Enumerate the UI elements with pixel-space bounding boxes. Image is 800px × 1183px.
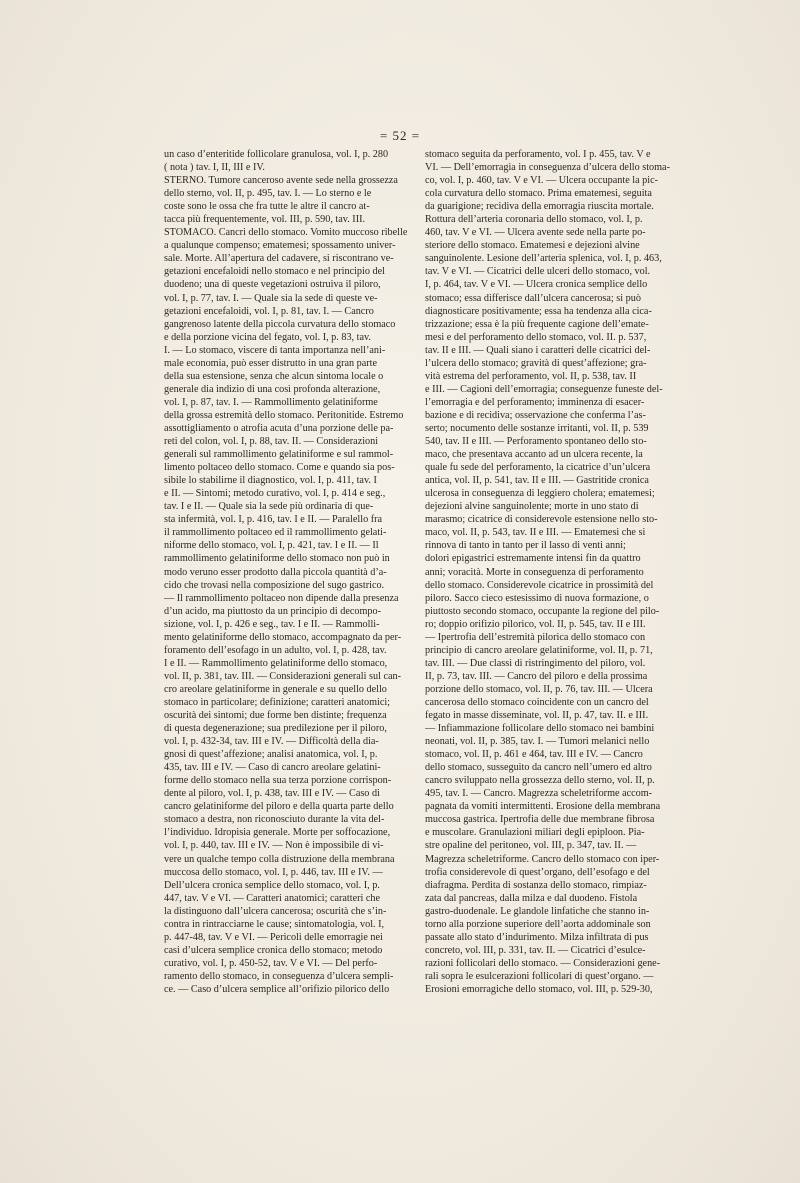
text-line: muccosa dello stomaco, vol. I, p. 446, tav. III e IV. — — [164, 866, 383, 878]
text-line: p. 447-48, tav. V e VI. — Pericoli delle emorragie nei — [164, 931, 383, 943]
text-line: Erosioni emorragiche dello stomaco, vol. III, p. 529-30, — [425, 984, 653, 995]
text-line: quale fu sede del perforamento, la cicatrice d’un’ulcera — [425, 462, 651, 474]
text-line: vità estrema del perforamento, vol. II, p. 538, tav. II — [425, 370, 637, 382]
text-line: l’individuo. Idropisia generale. Morte per soffocazione, — [164, 827, 391, 839]
text-line: gastro-duodenale. Le glandole linfatiche che stanno in- — [425, 905, 650, 917]
text-line: 495, tav. I. — Cancro. Magrezza scheletriforme accom- — [425, 788, 653, 800]
text-line: coste sono le ossa che fra tutte le altre il cancro at- — [164, 201, 370, 213]
text-line: 460, tav. V e VI. — Ulcera avente sede nella parte po- — [425, 227, 646, 239]
text-line: gnosi di quest’affezione; analisi anatomica, vol. I, p. — [164, 749, 378, 761]
text-line: — Ipertrofia dell’estremità pilorica dello stomaco con — [425, 631, 646, 643]
text-line: e II. — Sintomi; metodo curativo, vol. I, p. 414 e seg., — [164, 488, 386, 500]
right-text-column — [425, 148, 676, 996]
text-line: vere un qualche tempo colla distruzione della membrana — [164, 853, 395, 865]
text-line: casi d’ulcera semplice cronica dello stomaco; metodo — [164, 944, 383, 956]
text-line: cola curvatura dello stomaco. Prima ematemesi, seguita — [425, 188, 652, 200]
column-gutter — [416, 148, 417, 1021]
text-line: fegato in masse disseminate, vol. II, p. 47, tav. II. e III. — [425, 710, 649, 722]
text-line: vol. I, p. 87, tav. I. — Rammollimento gelatiniforme — [164, 396, 378, 408]
text-line: razioni follicolari dello stomaco. — Considerazioni gene- — [425, 957, 661, 969]
text-line: I, p. 464, tav. V e VI. — Ulcera cronica semplice dello — [425, 279, 648, 291]
text-line: reti del colon, vol. I, p. 88, tav. II. — Considerazioni — [164, 436, 379, 448]
text-line: ramento dello stomaco, in conseguenza d’ulcera sempli- — [164, 970, 394, 982]
text-line: vol. I, p. 432-34, tav. III e IV. — Difficoltà della dia- — [164, 736, 379, 748]
text-line: cido che trovasi nella composizione del sugo gastrico. — [164, 579, 385, 591]
text-line: marasmo; cicatrice di considerevole estensione nello sto- — [425, 514, 658, 526]
text-line: piuttosto secondo stomaco, occupante la regione del pilo- — [425, 605, 660, 617]
text-line: sibile lo stabilirne il diagnostico, vol. I, p. 411, tav. I — [164, 475, 377, 487]
text-line: gangrenoso latente della piccola curvatura dello stomaco — [164, 318, 396, 330]
text-line: Dell’ulcera cronica semplice dello stomaco, vol. I, p. — [164, 879, 380, 891]
text-line: diagnosticare positivamente; essa ha tendenza alla cica- — [425, 305, 652, 317]
text-line: della sua estensione, senza che alcun sintoma locale o — [164, 370, 384, 382]
text-line: STERNO. Tumore canceroso avente sede nella grossezza — [164, 175, 398, 187]
text-line: maco, vol. II, p. 543, tav. II e III. — Ematemesi che si — [425, 527, 646, 539]
text-line: il rammollimento poltaceo ed il rammollimento gelati- — [164, 527, 387, 539]
text-line: contra in rintracciarne le cause; sintomatologia, vol. I, — [164, 918, 385, 930]
text-line: oscurità dei sintomi; due forme ben distinte; frequenza — [164, 710, 387, 722]
text-line: Magrezza scheletriforme. Cancro dello stomaco con iper- — [425, 853, 660, 865]
text-line: sale. Morte. All’apertura del cadavere, si riscontrano ve- — [164, 253, 394, 265]
text-line: tacca più frequentemente, vol. III, p. 590, tav. III. — [164, 214, 366, 226]
text-line: niforme dello stomaco, vol. I, p. 421, tav. I e II. — Il — [164, 540, 379, 552]
text-line: stomaco a destra, non riconosciuto durante la vita del- — [164, 814, 385, 826]
text-line: trizzazione; essa è la più frequente cagione dell’emate- — [425, 318, 649, 330]
text-line: cancerosa dello stomaco coincidente con un cancro del — [425, 696, 649, 708]
text-line: sta infermità, vol. I, p. 416, tav. I e II. — Paralello fra — [164, 514, 383, 526]
text-line: limento poltaceo dello stomaco. Come e quando sia pos- — [164, 462, 395, 474]
text-line: dello sterno, vol. II, p. 495, tav. I. — Lo sterno e le — [164, 188, 372, 200]
text-line: zata dal pancreas, dalla milza e dal duodeno. Fistola — [425, 892, 638, 904]
text-line: ( nota ) tav. I, II, III e IV. — [164, 162, 265, 174]
text-line: e muscolare. Granulazioni miliari degli epiploon. Pia- — [425, 827, 645, 839]
text-line: mento gelatiniforme dello stomaco, accompagnato da per- — [164, 631, 402, 643]
text-line: pagnata da vomiti intermittenti. Erosione della membrana — [425, 801, 661, 813]
text-line: stre opaline del peritoneo, vol. III, p. 347, tav. II. — — [425, 840, 637, 852]
text-line: mesi e del perforamento dello stomaco, vol. II. p. 537, — [425, 331, 647, 343]
text-line: trofia considerevole di quest’organo, dell’esofago e del — [425, 866, 650, 878]
text-line: muccosa gastrica. Ipertrofia delle due membrane fibrosa — [425, 814, 655, 826]
text-line: dello stomaco, susseguito da cancro nell’umero ed altro — [425, 762, 652, 774]
text-line: tav. I e II. — Quale sia la sede più ordinaria di que- — [164, 501, 374, 513]
text-line: la distinguono dall’ulcera cancerosa; oscurità che s’in- — [164, 905, 387, 917]
text-line: cancro sviluppato nella grossezza dello sterno, vol. II, p. — [425, 775, 655, 787]
text-line: e III. — Cagioni dell’emorragia; conseguenze funeste del- — [425, 383, 663, 395]
text-line: 447, tav. V e VI. — Caratteri anatomici; caratteri che — [164, 892, 381, 904]
text-line: diafragma. Perdita di sostanza dello stomaco, rimpiaz- — [425, 879, 647, 891]
text-line: maco, che presentava accanto ad un ulcera recente, la — [425, 449, 643, 461]
text-line: tav. III. — Due classi di ristringimento del piloro, vol. — [425, 657, 646, 669]
text-line: 435, tav. III e IV. — Caso di cancro areolare gelatini- — [164, 762, 381, 774]
text-line: torno alla porzione superiore dell’aorta addominale son — [425, 918, 651, 930]
left-text-column — [164, 148, 407, 996]
text-line: concreto, vol. III, p. 331, tav. II. — Cicatrici d’esulce- — [425, 944, 646, 956]
text-line: ce. — Caso d’ulcera semplice all’orifizio pilorico dello — [164, 984, 390, 995]
text-line: co, vol. I, p. 460, tav. V e VI. — Ulcera occupante la pic- — [425, 175, 659, 187]
text-line: ro; doppio orifizio pilorico, vol. II, p. 545, tav. II e III. — [425, 618, 646, 630]
text-line: assottigliamento o atrofia acuta d’una porzione delle pa- — [164, 422, 394, 434]
text-line: stomaco seguita da perforamento, vol. I p. 455, tav. V e — [425, 149, 651, 160]
text-line: male economia, può esser distrutto in una gran parte — [164, 357, 378, 369]
page-number: = 52 = — [379, 128, 421, 143]
text-line: rammollimento gelatiniforme dello stomaco non può in — [164, 553, 390, 565]
text-line: cancro gelatiniforme del piloro e della quarta parte dello — [164, 801, 394, 813]
text-line: principio di cancro areolare gelatiniforme, vol. II, p. 71, — [425, 644, 653, 656]
text-line: 540, tav. II e III. — Perforamento spontaneo dello sto- — [425, 436, 647, 448]
text-line: stomaco; essa differisce dall’ulcera cancerosa; si può — [425, 292, 641, 304]
text-line: piloro. Sacco cieco estesissimo di nuova formazione, o — [425, 592, 649, 604]
text-line: anni; voracità. Morte in conseguenza di perforamento — [425, 566, 644, 578]
text-line: rali sopra le esulcerazioni follicolari di quest’organo. — — [425, 970, 654, 982]
text-line: dolori epigastrici estremamente intensi fin da quattro — [425, 553, 641, 565]
text-line: forme dello stomaco nella sua terza porzione corrispon- — [164, 775, 392, 787]
text-line: vol. I, p. 440, tav. III e IV. — Non è impossibile di vi- — [164, 840, 384, 852]
text-line: sizione, vol. I, p. 426 e seg., tav. I e II. — Rammolli- — [164, 618, 380, 630]
text-line: l’ulcera dello stomaco; gravità di quest’affezione; gra- — [425, 357, 647, 369]
text-line: rinnova di tanto in tanto per il lasso di venti anni; — [425, 540, 626, 552]
text-line: vol. I, p. 77, tav. I. — Quale sia la sede di queste ve- — [164, 292, 378, 304]
text-line: d’un acido, ma piuttosto da un principio di decompo- — [164, 605, 382, 617]
text-line: sanguinolente. Lesione dell’arteria splenica, vol. I, p. 463, — [425, 253, 662, 265]
text-line: di questa degenerazione; sua predilezione per il piloro, — [164, 723, 387, 735]
text-line: generale dia indizio di una così profonda alterazione, — [164, 383, 381, 395]
text-line: neonati, vol. II, p. 385, tav. I. — Tumori melanici nello — [425, 736, 650, 748]
text-line: cro areolare gelatiniforme in generale e su quello dello — [164, 683, 387, 695]
text-line: un caso d’enteritide follicolare granulosa, vol. I, p. 280 — [164, 149, 389, 160]
text-line: stomaco in particolare; definizione; caratteri anatomici; — [164, 696, 391, 708]
text-line: e della porzione vicina del fegato, vol. I, p. 83, tav. — [164, 331, 371, 343]
text-line: dente al piloro, vol. I, p. 438, tav. III e IV. — Caso di — [164, 788, 380, 800]
text-line: da guarigione; recidiva della emorragia riuscita mortale. — [425, 201, 654, 213]
text-line: II, p. 73, tav. III. — Cancro del piloro e della prossima — [425, 670, 648, 682]
text-line: passate allo stato d’indurimento. Milza infiltrata di pus — [425, 931, 649, 943]
text-line: tav. II e III. — Quali siano i caratteri delle cicatrici del- — [425, 344, 651, 356]
text-line: Rottura dell’arteria coronaria dello stomaco, vol. I, p. — [425, 214, 643, 226]
text-line: serto; nocumento delle sostanze irritanti, vol. II, p. 539 — [425, 422, 649, 434]
text-line: — Il rammollimento poltaceo non dipende dalla presenza — [164, 592, 399, 604]
text-line: stomaco, vol. II, p. 461 e 464, tav. III e IV. — Cancro — [425, 749, 643, 761]
text-line: I e II. — Rammollimento gelatiniforme dello stomaco, — [164, 657, 388, 669]
text-line: tav. V e VI. — Cicatrici delle ulceri dello stomaco, vol. — [425, 266, 651, 278]
text-line: modo veruno esser prodotto dalla piccola quantità d’a- — [164, 566, 387, 578]
text-line: ulcerosa in conseguenza di leggiero cholera; ematemesi; — [425, 488, 655, 500]
text-line: steriore dello stomaco. Ematemesi e dejezioni alvine — [425, 240, 640, 252]
text-line: della grossa estremità dello stomaco. Peritonitide. Estremo — [164, 409, 404, 421]
text-line: antica, vol. II, p. 541, tav. II e III. — Gastritide cronica — [425, 475, 649, 487]
text-line: foramento dell’esofago in un adulto, vol. I, p. 428, tav. — [164, 644, 387, 656]
text-line: bazione e di recidiva; osservazione che conferma l’as- — [425, 409, 646, 421]
text-line: duodeno; una di queste vegetazioni ostruiva il piloro, — [164, 279, 381, 291]
text-line: STOMACO. Cancri dello stomaco. Vomito muccoso ribelle — [164, 227, 407, 239]
text-line: getazioni encefaloidi, vol. I, p. 81, tav. I. — Cancro — [164, 305, 374, 317]
text-line: curativo, vol. I, p. 450-52, tav. V e VI. — Del perfo- — [164, 957, 378, 969]
text-line: a qualunque compenso; ematemesi; spossamento univer- — [164, 240, 396, 252]
text-line: vol. II, p. 381, tav. III. — Considerazioni generali sul can- — [164, 670, 401, 682]
text-line: getazioni encefaloidi nello stomaco e nel principio del — [164, 266, 385, 278]
text-line: porzione dello stomaco, vol. II, p. 76, tav. III. — Ulcera — [425, 683, 653, 695]
text-line: — Infiammazione follicolare dello stomaco nei bambini — [425, 723, 655, 735]
text-line: VI. — Dell’emorragia in conseguenza d’ulcera dello stoma- — [425, 162, 670, 174]
text-line: dejezioni alvine sanguinolente; morte in uno stato di — [425, 501, 639, 513]
text-line: generali sul rammollimento gelatiniforme e sul rammol- — [164, 449, 394, 461]
text-line: dello stomaco. Considerevole cicatrice in prossimità del — [425, 579, 654, 591]
text-line: l’emorragia e del perforamento; imminenza di esacer- — [425, 396, 645, 408]
text-line: I. — Lo stomaco, viscere di tanta importanza nell’ani- — [164, 344, 386, 356]
